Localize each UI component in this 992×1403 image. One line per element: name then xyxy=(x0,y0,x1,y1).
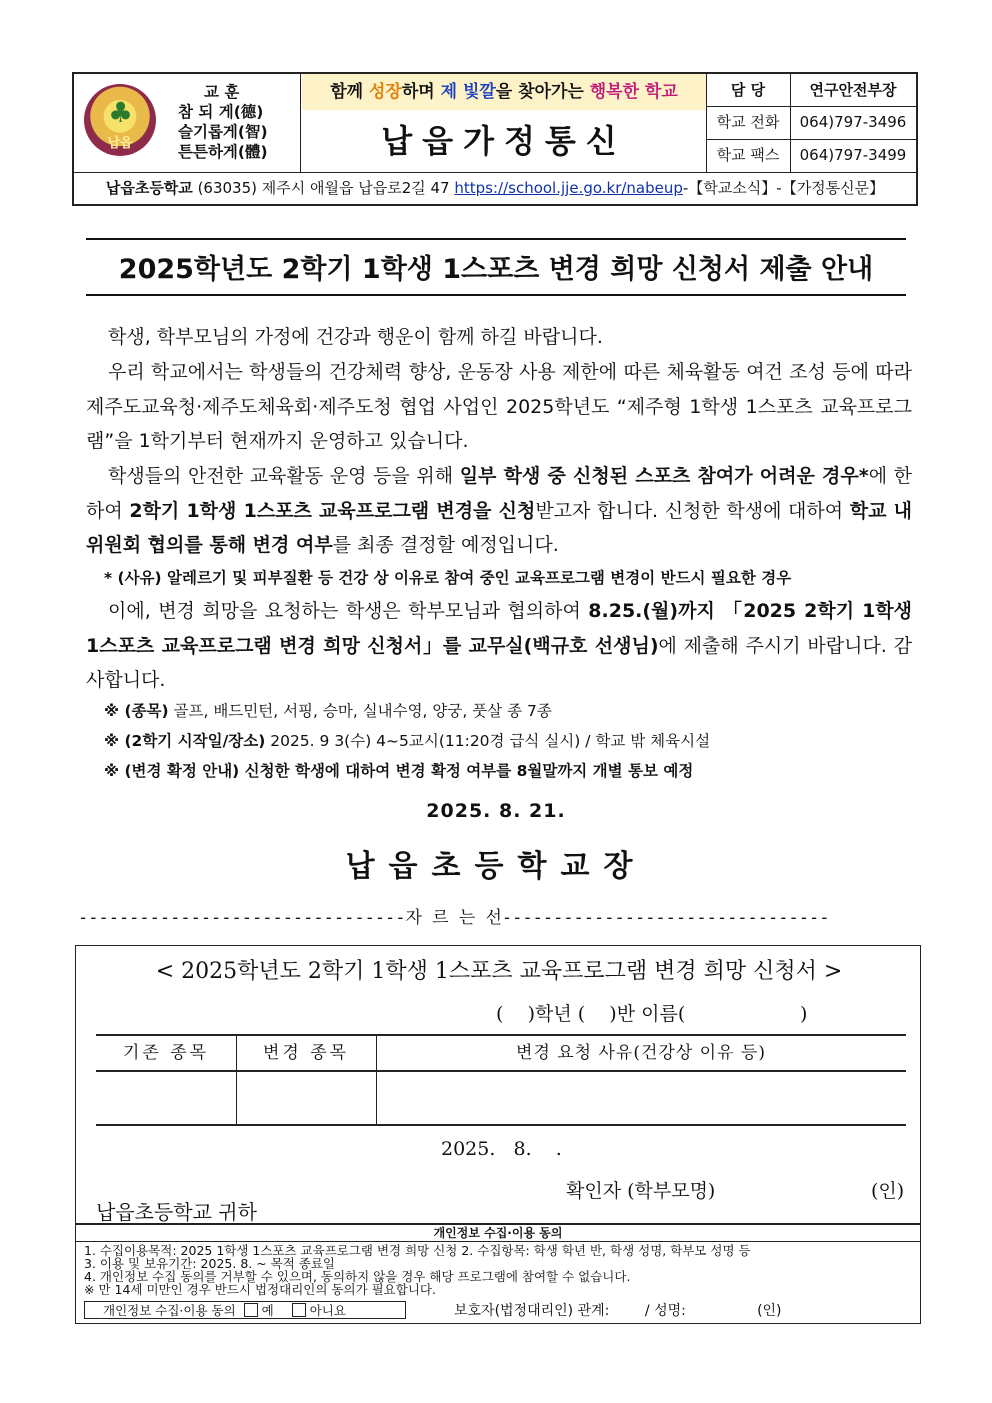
motto-line-1: 참 되 게(德) xyxy=(178,103,264,121)
new-sport-input[interactable] xyxy=(239,1074,373,1120)
grade-class-name-field[interactable]: ( )학년 ( )반 이름( ) xyxy=(496,1003,808,1025)
consent-no-checkbox[interactable] xyxy=(292,1303,306,1317)
school-slogan: 함께 성장하며 제 빛깔을 찾아가는 행복한 학교 xyxy=(302,74,706,110)
consent-yes-checkbox[interactable] xyxy=(244,1303,258,1317)
newsletter-header xyxy=(72,72,918,206)
privacy-line-4: ※ 만 14세 미만인 경우 반드시 법정대리인의 동의가 필요합니다. xyxy=(84,1282,436,1297)
school-address: 납읍초등학교 (63035) 제주시 애월읍 납읍로2길 47 https://school.jje.go.kr/nabeup-【학교소식】-【가정통신문】 xyxy=(105,179,885,197)
col-existing: 기존 종목 xyxy=(122,1043,210,1063)
guardian-signature-line[interactable]: 보호자(법정대리인) 관계: / 성명: (인) xyxy=(454,1303,782,1319)
purpose-paragraph: 학생들의 안전한 교육활동 운영 등을 위해 일부 학생 중 신청된 스포츠 참여가 어려운 경우*에 한하여 2학기 1학생 1스포츠 교육프로그램 변경을 신청받고자 합니다. 신청한 학생에 대하여 학교 내 위원회 협의를 통해 변경 여부를 최종 결정할 예정입니다. xyxy=(86,465,913,556)
school-url-link[interactable]: https://school.jje.go.kr/nabeup xyxy=(454,179,683,197)
privacy-line-3: 4. 개인정보 수집 동의를 거부할 수 있으며, 동의하지 않을 경우 해당 프로그램에 참여할 수 없습니다. xyxy=(84,1269,631,1284)
charge-value: 연구안전부장 xyxy=(809,81,897,99)
privacy-line-1: 1. 수집이용목적: 2025 1학생 1스포츠 교육프로그램 변경 희망 신청 2. 수집항목: 학생 학년 반, 학생 성명, 학부모 성명 등 xyxy=(84,1243,751,1258)
submission-paragraph: 이에, 변경 희망을 요청하는 학생은 학부모님과 협의하여 8.25.(월)까지 「2025 2학기 1학생 1스포츠 교육프로그램 변경 희망 신청서」를 교무실(백규호 선생님)에 제출해 주시기 바랍니다. 감사합니다. xyxy=(86,600,912,691)
existing-sport-input[interactable] xyxy=(98,1074,232,1120)
charge-label: 담 당 xyxy=(730,81,766,99)
cut-line: --------------------------------자 르 는 선-------------------------------- xyxy=(78,908,830,928)
change-request-table xyxy=(96,1034,906,1126)
form-addressee: 납읍초등학교 귀하 xyxy=(96,1200,257,1224)
title-rule-bottom xyxy=(86,294,906,296)
fax-label: 학교 팩스 xyxy=(716,146,780,164)
consent-selector: 개인정보 수집·이용 동의 예 아니요 xyxy=(84,1301,406,1319)
reason-note: * (사유) 알레르기 및 피부질환 등 건강 상 이유로 참여 중인 교육프로그램 변경이 반드시 필요한 경우 xyxy=(104,569,792,587)
privacy-title: 개인정보 수집·이용 동의 xyxy=(76,1225,920,1242)
page-title: 2025학년도 2학기 1학생 1스포츠 변경 희망 신청서 제출 안내 xyxy=(118,254,874,285)
consent-no-label: 아니요 xyxy=(309,1303,346,1318)
logo-text: 납읍 xyxy=(107,136,133,151)
application-form xyxy=(75,945,921,1224)
phone-label: 학교 전화 xyxy=(716,113,780,131)
newsletter-title: 납읍가정통신 xyxy=(381,122,627,160)
fax-value: 064)797-3499 xyxy=(799,146,907,164)
seal-mark: (인) xyxy=(871,1180,905,1202)
motto-line-3: 튼튼하게(體) xyxy=(178,143,268,161)
consent-yes-label: 예 xyxy=(261,1303,274,1318)
form-date: 2025. 8. . xyxy=(441,1138,562,1160)
col-reason: 변경 요청 사유(건강상 이유 등) xyxy=(516,1043,766,1063)
confirmer-label: 확인자 (학부모명) xyxy=(566,1180,716,1202)
privacy-consent-box xyxy=(75,1224,921,1324)
form-title: < 2025학년도 2학기 1학생 1스포츠 교육프로그램 변경 희망 신청서 > xyxy=(155,959,843,984)
greeting-paragraph: 학생, 학부모님의 가정에 건강과 행운이 함께 하길 바랍니다. xyxy=(108,326,603,348)
school-logo-icon xyxy=(84,84,156,156)
title-rule-top xyxy=(86,238,906,240)
reason-input[interactable] xyxy=(380,1074,902,1120)
bullet-sports: ※ (종목) 골프, 배드민턴, 서핑, 승마, 실내수영, 양궁, 풋살 종 7종 xyxy=(104,702,552,720)
school-name: 납읍초등학교 xyxy=(105,179,193,197)
principal-signature: 납읍초등학교장 xyxy=(345,849,647,884)
col-change: 변경 종목 xyxy=(262,1043,350,1063)
motto-title: 교 훈 xyxy=(204,83,240,101)
phone-value: 064)797-3496 xyxy=(799,113,907,131)
motto-line-2: 슬기롭게(智) xyxy=(178,123,268,141)
intro-paragraph: 우리 학교에서는 학생들의 건강체력 향상, 운동장 사용 제한에 따른 체육활동 여건 조성 등에 따라 제주도교육청·제주도체육회·제주도청 협업 사업인 2025학년도 “제주형 1학생 1스포츠 교육프로그램”을 1학기부터 현재까지 운영하고 있습니다. xyxy=(86,361,912,452)
privacy-line-2: 3. 이용 및 보유기간: 2025. 8. ~ 목적 종료일 xyxy=(84,1256,336,1271)
bullet-confirmation: ※ (변경 확정 안내) 신청한 학생에 대하여 변경 확정 여부를 8월말까지 개별 통보 예정 xyxy=(104,762,694,780)
issue-date: 2025. 8. 21. xyxy=(426,800,566,822)
bullet-start-date: ※ (2학기 시작일/장소) 2025. 9 3(수) 4~5교시(11:20경 급식 실시) / 학교 밖 체육시설 xyxy=(104,732,711,750)
palm-tree-icon: ♣ xyxy=(108,96,134,129)
